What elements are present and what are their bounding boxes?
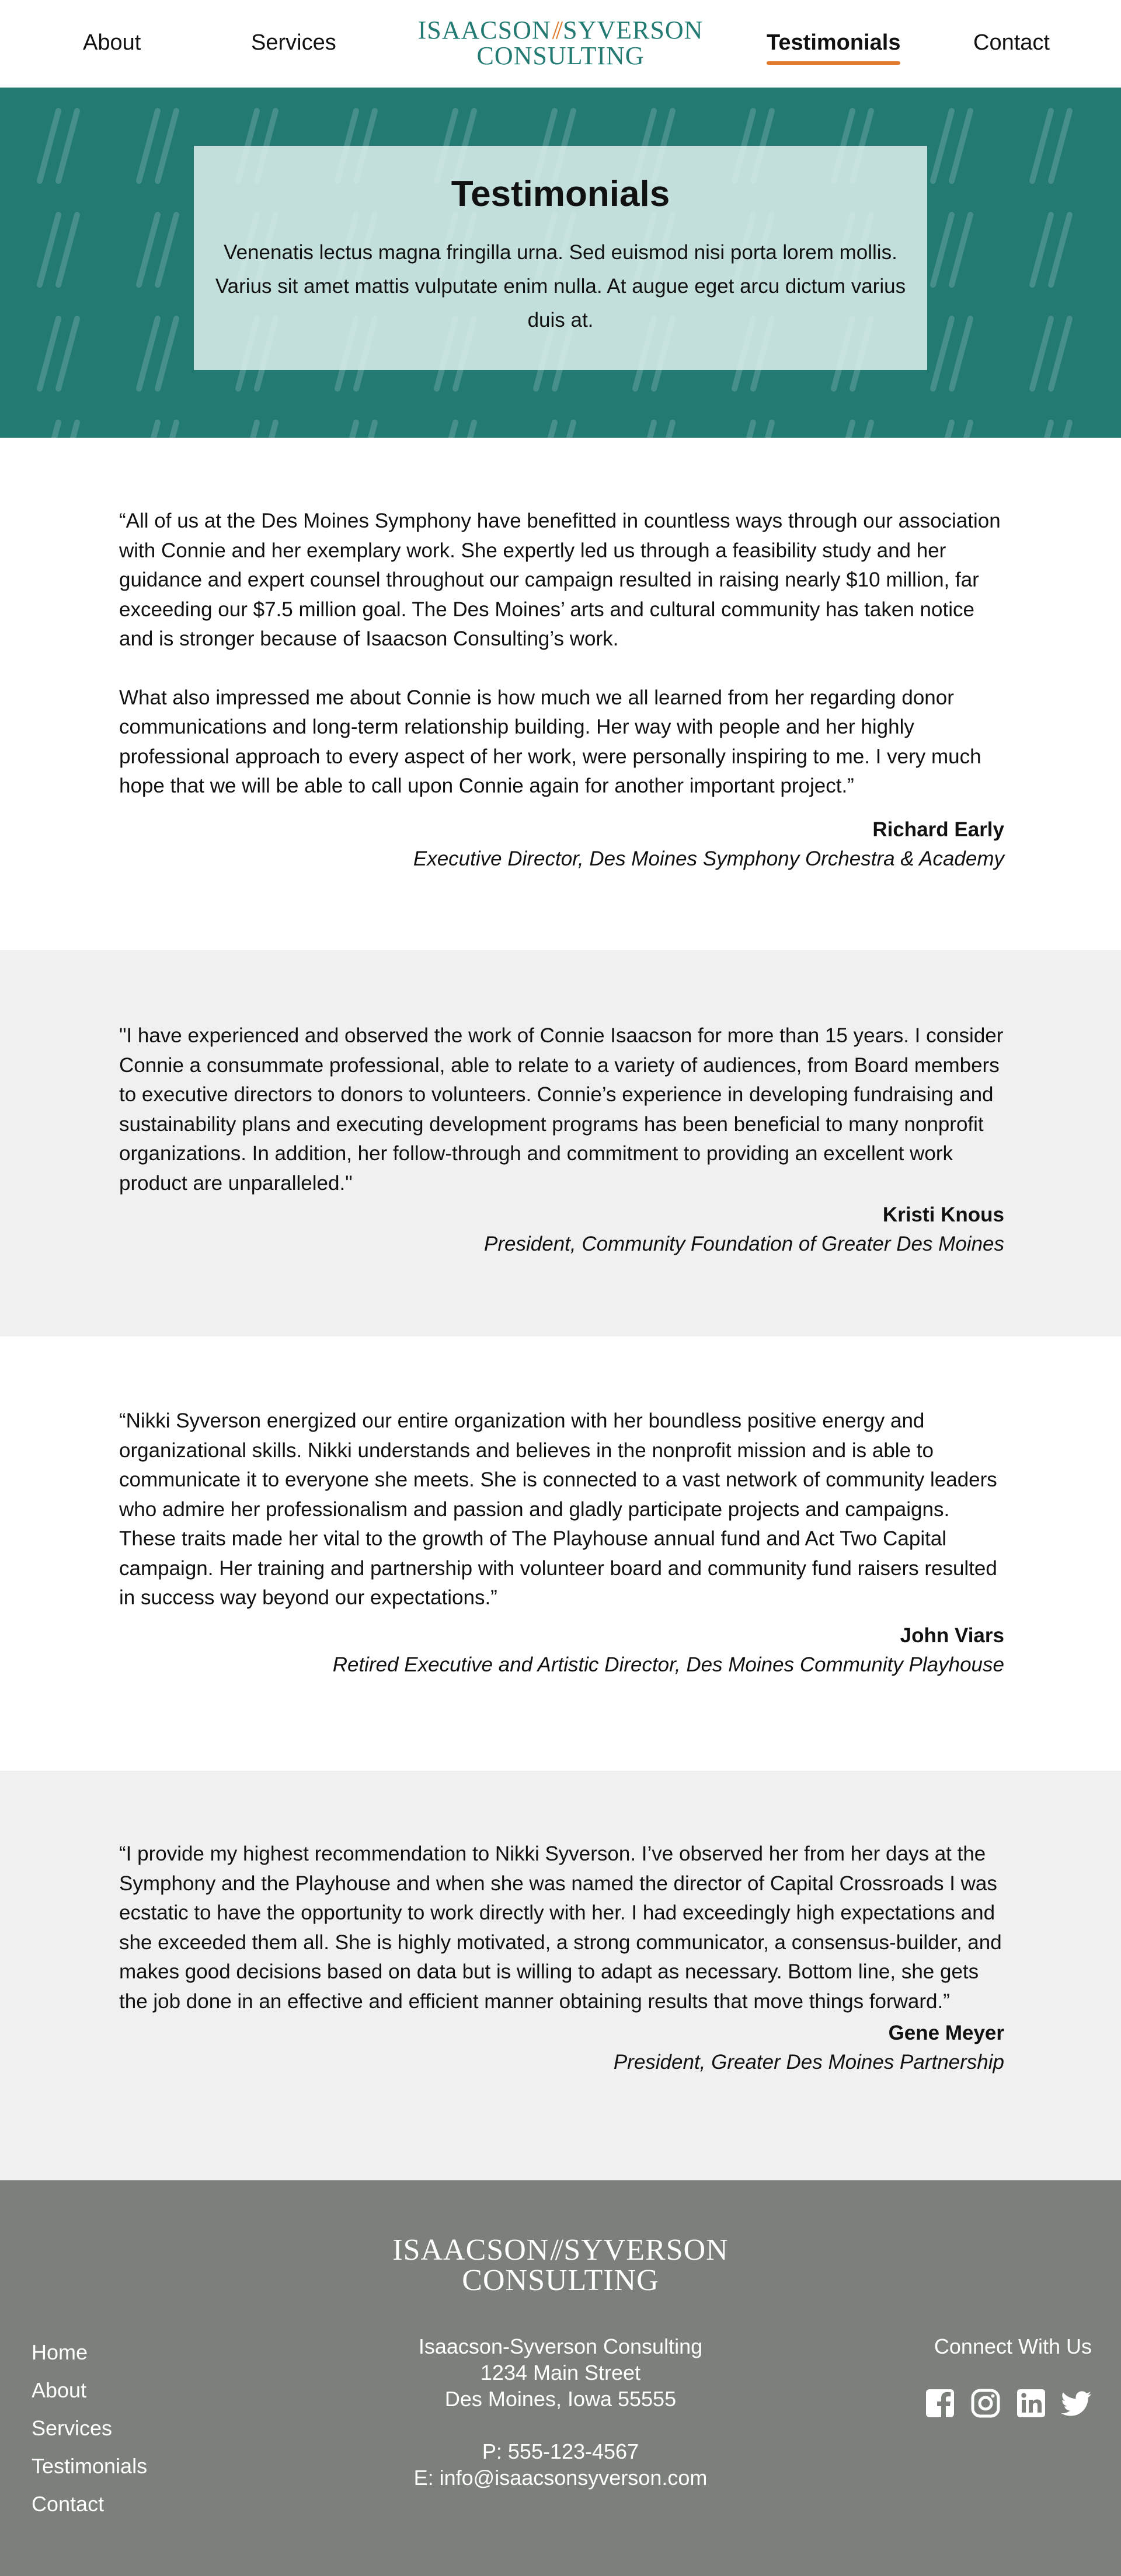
logo-syverson: SYVERSON <box>563 16 704 44</box>
nav-testimonials-label: Testimonials <box>767 30 901 55</box>
hero-banner <box>0 88 1121 438</box>
footer-logo-syverson: SYVERSON <box>563 2233 729 2267</box>
instagram-icon[interactable] <box>970 2388 1001 2418</box>
quote-paragraph: “Nikki Syverson energized our entire organization with her boundless positive energy and organizational skills. Nikki understands and believes in the nonprofit mission and is able to communicate it to everyone she meets. She is connected to a vast network of community leaders who admire her professionalism and passion and gladly participate projects and campaigns. These traits made her vital to the growth of The Playhouse annual fund and Act Two Capital campaign. Her training and partnership with volunteer board and community fund raisers resulted in success way beyond our expectations.” <box>119 1409 997 1609</box>
site-footer <box>0 2180 1121 2576</box>
connect-heading: Connect With Us <box>934 2334 1092 2358</box>
testimonial-section <box>0 1771 1121 2180</box>
logo-isaacson: ISAACSON <box>417 16 551 44</box>
active-nav-underline <box>767 61 900 65</box>
company-name: Isaacson-Syverson Consulting <box>418 2334 703 2358</box>
testimonial-section <box>0 438 1121 950</box>
footer-link-home[interactable]: Home <box>32 2340 88 2364</box>
footer-logo[interactable] <box>0 2235 1121 2296</box>
top-nav <box>0 0 1121 88</box>
facebook-icon[interactable] <box>925 2388 955 2418</box>
testimonial-role: President, Greater Des Moines Partnership <box>613 2051 1004 2074</box>
nav-testimonials[interactable] <box>767 30 900 55</box>
footer-link-contact[interactable]: Contact <box>32 2492 105 2516</box>
testimonial <box>119 1021 1004 1259</box>
testimonial <box>119 1839 1004 2077</box>
testimonial-role: President, Community Foundation of Greater Des Moines <box>484 1233 1004 1255</box>
testimonial-author: John Viars <box>900 1624 1004 1647</box>
social-links <box>925 2388 1092 2418</box>
email-address[interactable]: E: info@isaacsonsyverson.com <box>413 2466 708 2490</box>
page-title: Testimonials <box>451 174 670 214</box>
testimonial-author: Gene Meyer <box>888 2022 1004 2044</box>
testimonial-quote <box>119 1839 1004 2016</box>
testimonial-author: Richard Early <box>872 818 1004 841</box>
testimonial-quote <box>119 507 1004 801</box>
nav-services[interactable]: Services <box>251 30 336 55</box>
testimonial <box>119 507 1004 874</box>
testimonial-role: Executive Director, Des Moines Symphony Orchestra & Academy <box>413 847 1004 870</box>
site-logo[interactable] <box>409 18 712 69</box>
quote-paragraph: “I provide my highest recommendation to Nikki Syverson. I’ve observed her from her days at the Symphony and the Playhouse and when she was named the director of Capital Crossroads I was ecstatic to have the opportunity to work directly with her. I had exceedingly high expectations and she exceeded them all. She is highly motivated, a strong communicator, a consensus-builder, and makes good decisions based on data but is willing to adapt as necessary. Bottom line, she gets the job done in an effective and efficient manner obtaining results that move things forward.” <box>119 1842 1002 2013</box>
testimonial-section <box>0 950 1121 1336</box>
nav-contact[interactable]: Contact <box>973 30 1050 55</box>
testimonial-author: Kristi Knous <box>882 1203 1004 1226</box>
quote-paragraph: What also impressed me about Connie is how much we all learned from her regarding donor communications and long-term relationship building. Her way with people and her highly professional approach to every aspect of her work, were personally inspiring to me. I very much hope that we will be able to call upon Connie again for another important project.” <box>119 686 981 797</box>
nav-about[interactable]: About <box>83 30 141 55</box>
quote-paragraph: "I have experienced and observed the work of Connie Isaacson for more than 15 years. I consider Connie a consummate professional, able to relate to a variety of audiences, from Board members to executive directors to donors to volunteers. Connie’s experience in developing fundraising and sustainability plans and executing development programs has been beneficial to many nonprofit organizations. In addition, her follow-through and commitment to providing an excellent work product are unparalleled." <box>119 1024 1004 1195</box>
footer-logo-slash: // <box>550 2233 560 2267</box>
testimonial-section <box>0 1336 1121 1771</box>
quote-paragraph: “All of us at the Des Moines Symphony have benefitted in countless ways through our association with Connie and her exemplary work. She expertly led us through a feasibility study and her guidance and expert counsel throughout our campaign resulted in raising nearly $10 million, far exceeding our $7.5 million goal. The Des Moines’ arts and cultural community has taken notice and is stronger because of Isaacson Consulting’s work. <box>119 509 1001 650</box>
footer-link-services[interactable]: Services <box>32 2416 113 2440</box>
footer-logo-isaacson: ISAACSON <box>392 2233 549 2267</box>
logo-consulting: CONSULTING <box>476 41 645 70</box>
footer-logo-consulting: CONSULTING <box>462 2264 659 2297</box>
testimonial <box>119 1406 1004 1680</box>
testimonial-quote <box>119 1021 1004 1198</box>
testimonial-quote <box>119 1406 1004 1613</box>
hero-description: Venenatis lectus magna fringilla urna. Sed euismod nisi porta lorem mollis. Varius sit amet mattis vulputate enim nulla. At augue eget arcu dictum varius duis at. <box>215 241 906 331</box>
linkedin-icon[interactable] <box>1016 2388 1046 2418</box>
testimonial-role: Retired Executive and Artistic Director, Des Moines Community Playhouse <box>332 1653 1004 1676</box>
twitter-icon[interactable] <box>1061 2388 1092 2418</box>
street-address: 1234 Main Street <box>480 2361 641 2385</box>
footer-link-testimonials[interactable]: Testimonials <box>32 2454 148 2478</box>
hero-card <box>194 146 927 370</box>
footer-link-about[interactable]: About <box>32 2378 87 2402</box>
city-state-zip: Des Moines, Iowa 55555 <box>444 2387 677 2411</box>
phone-number[interactable]: P: 555-123-4567 <box>482 2439 639 2463</box>
logo-slash: // <box>552 16 560 44</box>
